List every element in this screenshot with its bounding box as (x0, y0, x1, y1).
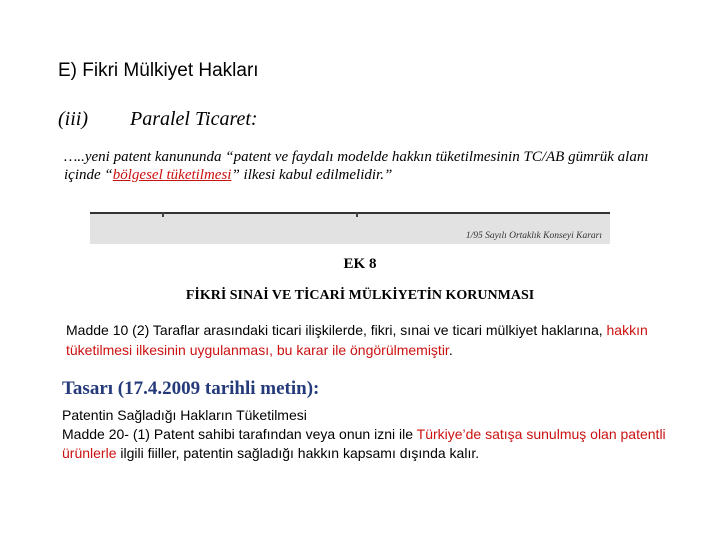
draft-block (62, 406, 702, 463)
subsection-title: Paralel Ticaret: (130, 108, 258, 130)
quote-paragraph (64, 148, 684, 184)
article-10-highlight: hakkın tüketilmesi ilkesinin uygulanması, bu karar ile öngörülmemiştir (66, 322, 648, 358)
quote-text-start: …..yeni patent kanununda “patent ve faydalı modelde hakkın tüketilmesinin TC/AB gümrük alanı içinde “ (64, 149, 649, 183)
draft-text-start: Madde 20- (1) Patent sahibi tarafından veya onun izni ile (62, 426, 417, 442)
annex-title: FİKRİ SINAİ VE TİCARİ MÜLKİYETİN KORUNMASI (185, 288, 535, 303)
draft-text-end: ilgili fiiller, patentin sağladığı hakkın kapsamı dışında kalır. (116, 445, 480, 461)
band-tick-mark (162, 212, 164, 217)
annex-number: EK 8 (343, 256, 377, 272)
source-caption: 1/95 Sayılı Ortaklık Konseyi Kararı (465, 231, 602, 241)
quote-text-end: ” ilkesi kabul edilmelidir.” (231, 167, 393, 183)
draft-subtitle: Patentin Sağladığı Hakların Tüketilmesi (62, 407, 307, 423)
quote-highlight: bölgesel tüketilmesi (112, 167, 232, 183)
article-10-period: . (448, 342, 453, 358)
article-10-paragraph (66, 320, 706, 360)
article-10-text: Madde 10 (2) Taraflar arasındaki ticari ilişkilerde, fikri, sınai ve ticari mülkiyet haklarına, (66, 322, 607, 338)
draft-article-20 (62, 425, 702, 463)
draft-title: Tasarı (17.4.2009 tarihli metin): (62, 378, 320, 399)
subsection-heading (58, 108, 258, 131)
band-tick-mark (356, 212, 358, 217)
subsection-number: (iii) (58, 108, 88, 130)
section-heading: E) Fikri Mülkiyet Hakları (58, 60, 259, 81)
source-document-band (90, 212, 610, 244)
draft-highlight: Türkiye’de satışa sunulmuş olan patentli ürünlerle (62, 426, 666, 461)
